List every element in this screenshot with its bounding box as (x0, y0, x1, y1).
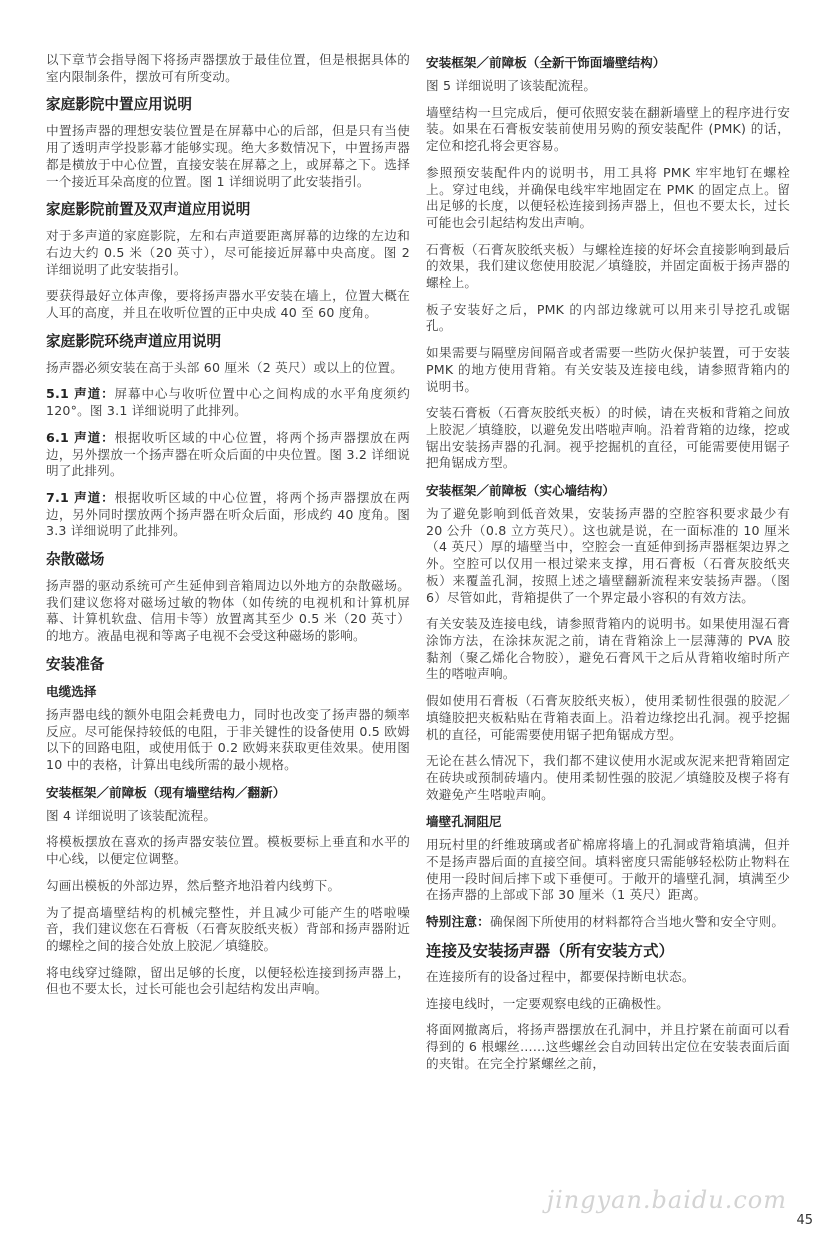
connect-paragraph-2: 连接电线时，一定要观察电线的正确极性。 (426, 995, 670, 1011)
frame-new-paragraph-2: 墙壁结构一旦完成后，便可依照安装在翻新墙壁上的程序进行安装。如果在石膏板安装前使用另购的预安装配件 (PMK) 的话，定位和挖孔将会更容易。 (426, 104, 790, 154)
stray-field-paragraph: 扬声器的驱动系统可产生延伸到音箱周边以外地方的杂散磁场。我们建议您将对磁场过敏的物体（如传统的电视机和计算机屏幕、计算机软盘、信用卡等）放置离其至少 0.5 米（20 英寸）的地方。液晶电视和等离子电视不会受这种磁场的影响。 (46, 578, 410, 644)
frame-solid-paragraph-2: 有关安装及连接电线，请参照背箱内的说明书。如果使用湿石膏涂饰方法，在涂抹灰泥之前，请在背箱涂上一层薄薄的 PVA 胶黏剂（聚乙烯化合物胶），避免石膏风干之后从背箱收缩时所产生的嗒啦声响。 (426, 616, 790, 682)
watermark: jingyan.baidu.com (546, 1186, 787, 1214)
frame-existing-paragraph-2: 将模板摆放在喜欢的扬声器安装位置。模板要标上垂直和水平的中心线，以便定位调整。 (46, 834, 410, 867)
heading-wall-damping: 墙壁孔洞阻尼 (426, 814, 502, 830)
surround-7-1 (46, 490, 410, 540)
frame-solid-paragraph-3: 假如使用石膏板（石膏灰胶纸夹板），使用柔韧性很强的胶泥／填缝胶把夹板粘贴在背箱表面上。沿着边缘挖出孔洞。视乎挖掘机的直径，可能需要使用锯子把角锯成方型。 (426, 693, 790, 742)
frame-existing-paragraph-3: 勾画出模板的外部边界，然后整齐地沿着内线剪下。 (46, 877, 341, 893)
surround-6-1-text: 根据收听区域的中心位置，将两个扬声器摆放在两边，另外摆放一个扬声器在听众后面的中央位置。图 3.2 详细说明了此排列。 (46, 429, 410, 479)
frame-new-paragraph-7: 安装石膏板（石膏灰胶纸夹板）的时候，请在夹板和背箱之间放上胶泥／填缝胶，以避免发出嗒啦声响。沿着背箱的边缘，挖或锯出安装扬声器的孔洞。视乎挖掘机的直径，可能需要使用锯子把角锯成方型。 (426, 405, 790, 471)
frame-existing-paragraph-5: 将电线穿过缝隙，留出足够的长度，以便轻松连接到扬声器上，但也不要太长，过长可能也会引起结构发出声响。 (46, 964, 410, 997)
special-note (426, 914, 790, 931)
surround-5-1 (46, 386, 410, 419)
frame-new-paragraph-4: 石膏板（石膏灰胶纸夹板）与螺栓连接的好坏会直接影响到最后的效果，我们建议您使用胶泥／填缝胶，并固定面板于扬声器的螺栓上。 (426, 241, 790, 291)
frame-new-paragraph-5: 板子安装好之后，PMK 的内部边缘就可以用来引导挖孔或锯孔。 (426, 301, 790, 334)
heading-frame-new-wall: 安装框架／前障板（全新干饰面墙壁结构） (426, 55, 666, 70)
left-column (46, 52, 410, 1008)
heading-connect-install: 连接及安装扬声器（所有安装方式） (426, 941, 675, 960)
frame-solid-paragraph-4: 无论在甚么情况下，我们都不建议使用水泥或灰泥来把背箱固定在砖块或预制砖墙内。使用柔韧性强的胶泥／填缝胶及楔子将有效避免产生嗒啦声响。 (426, 753, 790, 802)
frame-existing-paragraph-1: 图 4 详细说明了该装配流程。 (46, 807, 217, 823)
heading-surround-channels: 家庭影院环绕声道应用说明 (46, 332, 222, 350)
surround-7-1-text: 根据收听区域的中心位置，将两个扬声器摆放在两边，另外同时摆放两个扬声器在听众后面，形成约 40 度角。图 3.3 详细说明了此排列。 (46, 489, 410, 539)
front-paragraph-1: 对于多声道的家庭影院，左和右声道要距离屏幕的边缘的左边和右边大约 0.5 米（20 英寸），尽可能接近屏幕中央高度。图 2 详细说明了此安装指引。 (46, 228, 410, 277)
damping-paragraph: 用玩村里的纤维玻璃或者矿棉席将墙上的孔洞或背箱填满，但并不是扬声器后面的直接空间。填料密度只需能够轻松防止物料在使用一段时间后摔下或下垂便可。于敞开的墙壁孔洞，填满至少在扬声器的上部或下部 30 厘米（1 英尺）距离。 (426, 837, 790, 903)
heading-center-channel: 家庭影院中置应用说明 (46, 96, 192, 114)
frame-new-paragraph-3: 参照预安装配件内的说明书，用工具将 PMK 牢牢地钉在螺栓上。穿过电线，并确保电线牢牢地固定在 PMK 的固定点上。留出足够的长度，以便轻松连接到扬声器上，但也不要太长，过长可能也会引起结构发出声响。 (426, 164, 790, 230)
surround-6-1 (46, 430, 410, 480)
surround-5-1-label: 5.1 声道： (46, 386, 115, 402)
heading-front-channels: 家庭影院前置及双声道应用说明 (46, 201, 251, 219)
frame-solid-paragraph-1: 为了避免影响到低音效果，安装扬声器的空腔容积要求最少有 20 公升（0.8 立方英尺）。这也就是说，在一面标准的 10 厘米（4 英尺）厚的墙壁当中，空腔会一直延伸到扬声器框架边界之外。空腔可以仅用一根过梁来支撑，用石膏板（石膏灰胶纸夹板）来覆盖孔洞，按照上述之墙壁翻新流程来安装扬声器。（图 6）尽管如此，背箱提供了一个界定最小容积的有效方法。 (426, 506, 790, 605)
cable-paragraph: 扬声器电线的额外电阻会耗费电力，同时也改变了扬声器的频率反应。尽可能保持较低的电阻，于非关键性的设备使用 0.5 欧姆以下的回路电阻，或使用低于 0.2 欧姆来获取更佳效果。使用图 10 中的表格，计算出电线所需的最小规格。 (46, 706, 410, 772)
special-note-text: 确保阁下所使用的材料都符合当地火警和安全守则。 (489, 914, 785, 930)
right-column (426, 52, 790, 1082)
page-number: 45 (796, 1213, 813, 1228)
surround-5-1-text: 屏幕中心与收听位置中心之间构成的水平角度须约 120°。图 3.1 详细说明了此排列。 (46, 386, 410, 419)
center-channel-paragraph: 中置扬声器的理想安装位置是在屏幕中心的后部，但是只有当使用了透明声学投影幕才能够实现。绝大多数情况下，中置扬声器都是横放于中心位置，直接安装在屏幕之上，或屏幕之下。选择一个接近耳朵高度的位置。图 1 详细说明了此安装指引。 (46, 123, 410, 189)
surround-6-1-label: 6.1 声道： (46, 429, 115, 445)
connect-paragraph-3: 将面网撤离后，将扬声器摆放在孔洞中，并且拧紧在前面可以看得到的 6 根螺丝……这些螺丝会自动回转出定位在安装表面后面的夹钳。在完全拧紧螺丝之前， (426, 1022, 790, 1071)
frame-new-paragraph-1: 图 5 详细说明了该装配流程。 (426, 78, 597, 93)
connect-paragraph-1: 在连接所有的设备过程中，都要保持断电状态。 (426, 968, 695, 984)
special-note-label: 特别注意： (426, 914, 490, 930)
heading-frame-solid-wall: 安装框架／前障板（实心墙结构） (426, 483, 615, 499)
heading-cable-selection: 电缆选择 (46, 683, 97, 699)
frame-existing-paragraph-4: 为了提高墙壁结构的机械完整性，并且减少可能产生的嗒啦噪音，我们建议您在石膏板（石膏灰胶纸夹板）背部和扬声器附近的螺栓之间的接合处放上胶泥／填缝胶。 (46, 904, 410, 953)
frame-new-paragraph-6: 如果需要与隔壁房间隔音或者需要一些防火保护装置，可于安装 PMK 的地方使用背箱。有关安装及连接电线，请参照背箱内的说明书。 (426, 345, 790, 394)
heading-stray-field: 杂散磁场 (46, 551, 105, 569)
intro-paragraph: 以下章节会指导阁下将扬声器摆放于最佳位置，但是根据具体的室内限制条件，摆放可有所变动。 (46, 52, 410, 84)
surround-7-1-label: 7.1 声道： (46, 489, 115, 505)
surround-paragraph: 扬声器必须安装在高于头部 60 厘米（2 英尺）或以上的位置。 (46, 359, 404, 375)
heading-installation-prep: 安装准备 (46, 655, 105, 673)
front-paragraph-2: 要获得最好立体声像，要将扬声器水平安装在墙上，位置大概在人耳的高度，并且在收听位置的正中央成 40 至 60 度角。 (46, 288, 410, 321)
heading-frame-existing-wall: 安装框架／前障板（现有墙壁结构／翻新） (46, 784, 286, 800)
